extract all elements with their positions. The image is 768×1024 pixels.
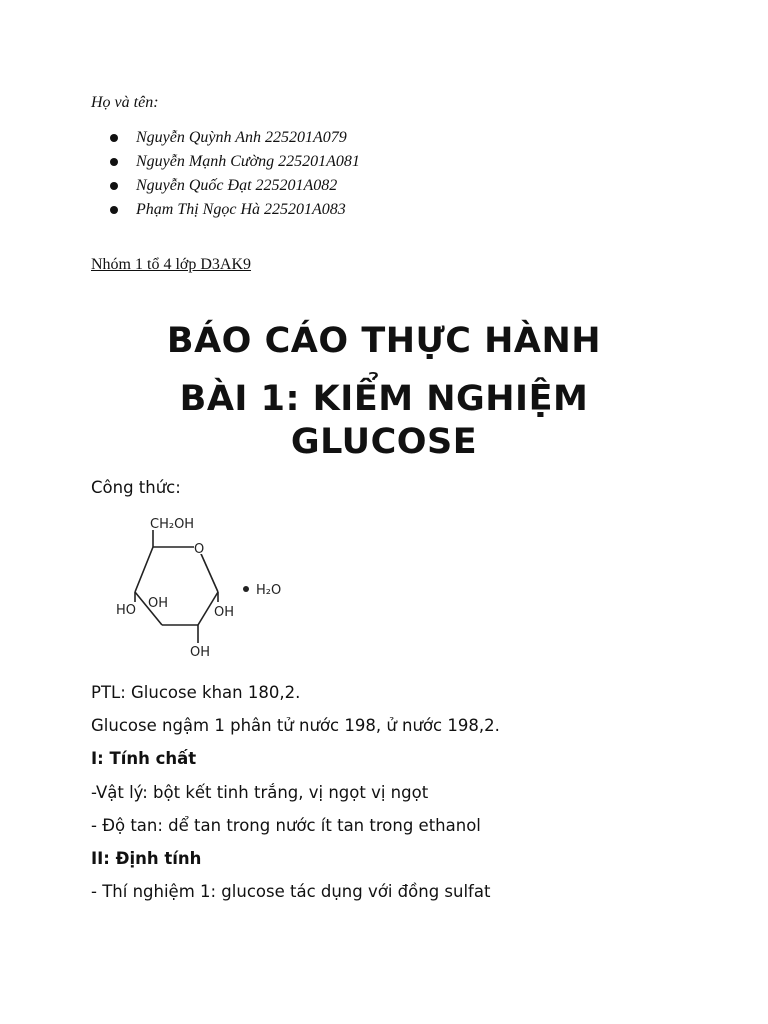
bullet-icon [110, 158, 118, 166]
list-item [110, 198, 360, 222]
list-item [110, 126, 360, 150]
list-item [110, 150, 360, 174]
water-label: H₂O [256, 583, 282, 598]
group-label: Nhóm 1 tổ 4 lớp D3AK9 [91, 256, 252, 273]
ring-oxygen-label: O [194, 542, 205, 557]
member-name: Phạm Thị Ngọc Hà 225201A083 [136, 201, 346, 218]
dot-icon [243, 586, 249, 592]
member-name: Nguyễn Mạnh Cường 225201A081 [136, 153, 360, 170]
lesson-title: BÀI 1: KIỂM NGHIỆM [179, 379, 589, 419]
hydroxyl-mid-label: OH [148, 596, 169, 611]
hydroxyl-bottom-label: OH [190, 645, 211, 660]
hydroxyl-left-label: HO [116, 603, 137, 618]
member-name: Nguyễn Quốc Đạt 225201A082 [136, 177, 338, 194]
bullet-icon [110, 134, 118, 142]
list-item [110, 174, 360, 198]
report-title: BÁO CÁO THỰC HÀNH [166, 321, 602, 361]
physical-properties-text: -Vật lý: bột kết tinh trắng, vị ngọt vị ngọt [91, 783, 429, 802]
ch2oh-label: CH₂OH [150, 517, 195, 532]
hydrate-weight-text: Glucose ngậm 1 phân tử nước 198, ử nước 198,2. [91, 716, 500, 735]
section-heading-properties: I: Tính chất [91, 749, 197, 768]
lesson-title-subject: GLUCOSE [290, 422, 478, 462]
bullet-icon [110, 206, 118, 214]
members-intro-label: Họ và tên: [91, 94, 159, 111]
solubility-text: - Độ tan: dể tan trong nước ít tan trong ethanol [91, 816, 481, 835]
bullet-icon [110, 182, 118, 190]
glucose-structure [110, 510, 310, 670]
member-list [110, 126, 360, 222]
molecular-weight-text: PTL: Glucose khan 180,2. [91, 683, 301, 702]
member-name: Nguyễn Quỳnh Anh 225201A079 [136, 129, 347, 146]
hydroxyl-right-label: OH [214, 605, 235, 620]
formula-label: Công thức: [91, 478, 181, 497]
section-heading-identification: II: Định tính [91, 849, 202, 868]
experiment-1-text: - Thí nghiệm 1: glucose tác dụng với đồng sulfat [91, 882, 491, 901]
